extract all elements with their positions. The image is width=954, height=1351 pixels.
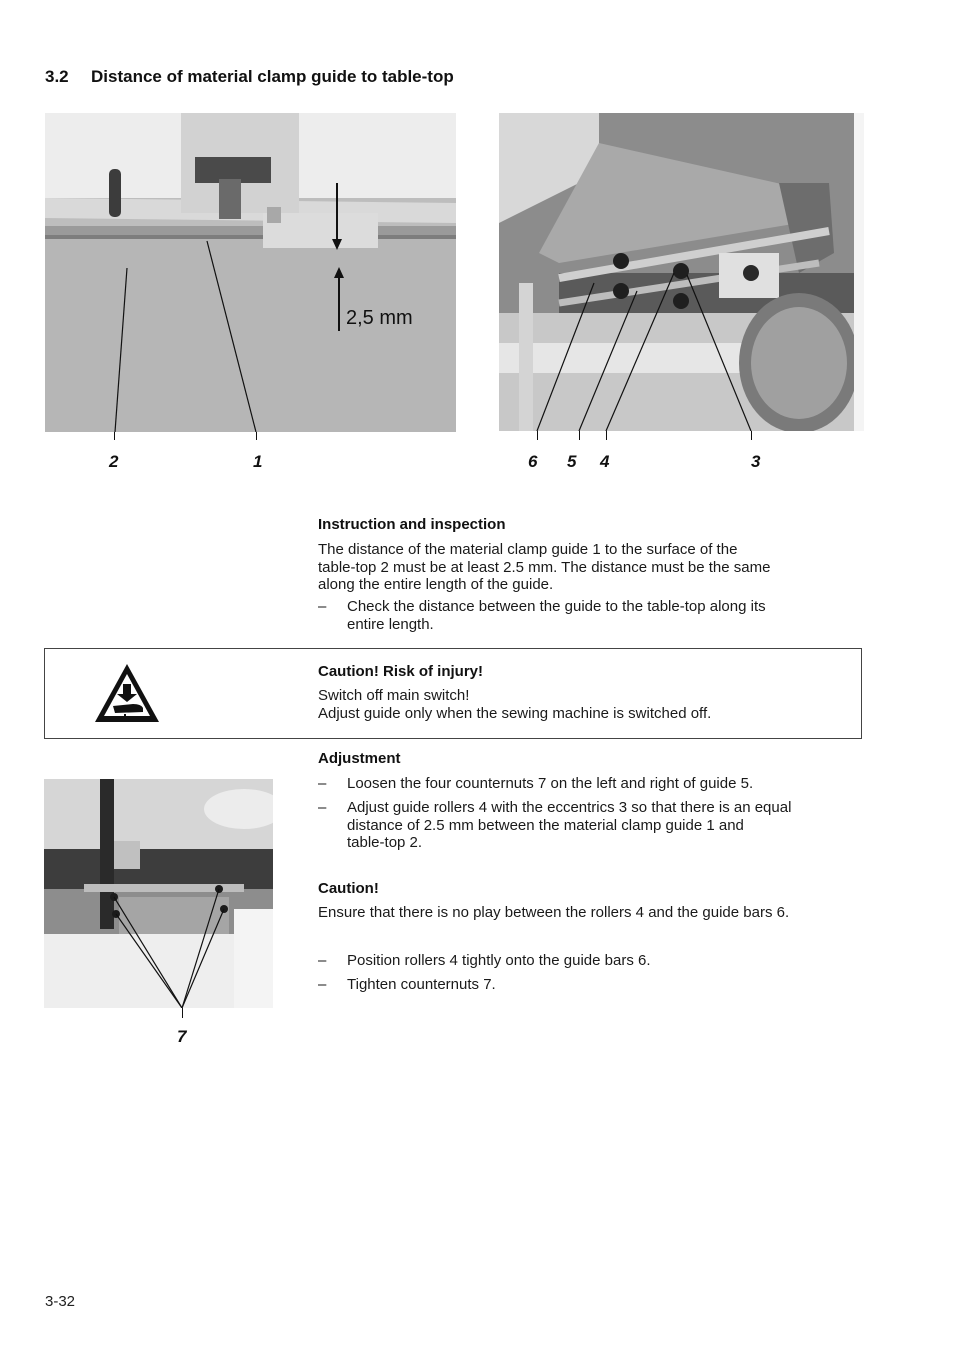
list-dash: – — [318, 598, 327, 615]
list-item-line: Tighten counternuts 7. — [347, 976, 496, 993]
section-number: 3.2 — [45, 67, 69, 86]
list-item-line: distance of 2.5 mm between the material clamp guide 1 and — [347, 816, 744, 834]
callout-7: 7 — [177, 1027, 187, 1046]
list-item-line: table-top 2. — [347, 834, 423, 851]
photo-guide-rollers — [499, 113, 864, 431]
adjustment-caution-text: Ensure that there is no play between the rollers 4 and the guide bars 6. — [318, 904, 790, 921]
caution-line: Switch off main switch! — [318, 687, 470, 704]
instruction-line: The distance of the material clamp guide 1 to the surface of the — [318, 541, 738, 558]
instruction-paragraph — [318, 541, 863, 594]
list-dash: – — [318, 775, 327, 792]
instruction-line: table-top 2 must be at least 2.5 mm. The distance must be the same — [318, 558, 771, 576]
instruction-list-item — [318, 598, 863, 634]
callout-4: 4 — [600, 452, 610, 471]
list-item-line: Loosen the four counternuts 7 on the left and right of guide 5. — [347, 775, 754, 792]
callout-line-5 — [579, 431, 580, 440]
adjustment-list-item — [318, 775, 863, 793]
adjustment-heading: Adjustment — [318, 750, 401, 767]
caution-box — [44, 648, 862, 739]
photo-guide-front-drawing — [45, 113, 456, 432]
photo-counternuts — [44, 779, 273, 1008]
section-heading — [45, 67, 454, 87]
callout-5: 5 — [567, 452, 577, 471]
section-title: Distance of material clamp guide to table-top — [91, 67, 454, 86]
page-number: 3-32 — [45, 1293, 76, 1310]
adjustment-list-item — [318, 799, 863, 853]
list-item-line: Adjust guide rollers 4 with the eccentrics 3 so that there is an equal — [347, 799, 792, 816]
caution-line: Adjust guide only when the sewing machine is switched off. — [318, 704, 712, 722]
callout-3: 3 — [751, 452, 761, 471]
callout-line-6 — [537, 431, 538, 440]
callout-line-4 — [606, 431, 607, 440]
callout-2: 2 — [109, 452, 119, 471]
hand-injury-warning-icon — [93, 662, 161, 724]
adjustment-list-item — [318, 976, 863, 994]
instruction-line: along the entire length of the guide. — [318, 576, 554, 593]
callout-6: 6 — [528, 452, 538, 471]
adjustment-list-item — [318, 952, 863, 970]
list-item-line: entire length. — [347, 615, 434, 633]
photo-guide-rollers-drawing — [499, 113, 864, 431]
adjustment-caution-heading: Caution! — [318, 880, 379, 897]
callout-line-3 — [751, 431, 752, 440]
photo-counternuts-drawing — [44, 779, 273, 1008]
list-dash: – — [318, 799, 327, 816]
list-item-line: Position rollers 4 tightly onto the guide bars 6. — [347, 952, 651, 969]
photo-guide-front — [45, 113, 456, 432]
callout-line-2 — [114, 432, 115, 440]
list-item-line: Check the distance between the guide to the table-top along its — [347, 598, 766, 615]
callout-line-1 — [256, 432, 257, 440]
instruction-heading: Instruction and inspection — [318, 516, 506, 533]
callout-1: 1 — [253, 452, 263, 471]
list-dash: – — [318, 976, 327, 993]
list-dash: – — [318, 952, 327, 969]
caution-heading: Caution! Risk of injury! — [318, 663, 483, 680]
callout-line-7 — [182, 1008, 183, 1018]
measurement-annotation: 2,5 mm — [346, 307, 413, 329]
caution-text — [318, 687, 848, 722]
